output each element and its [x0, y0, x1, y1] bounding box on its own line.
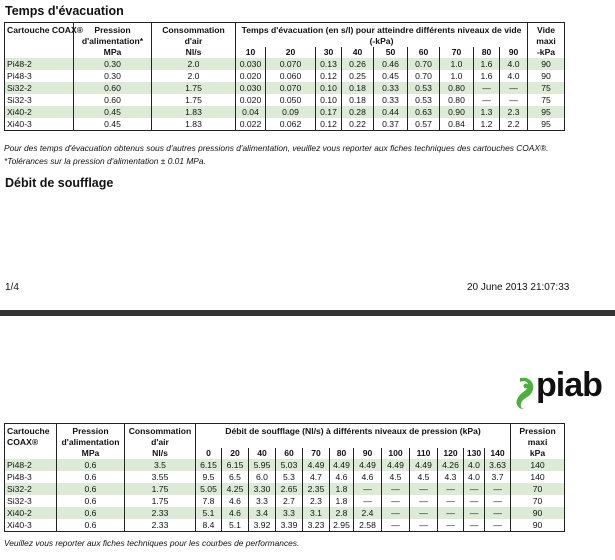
- cell-value: 0.18: [342, 94, 374, 106]
- cell-value: 2.7: [276, 495, 303, 507]
- cell-value: 4.6: [222, 495, 249, 507]
- cell-value: 1.8: [330, 483, 354, 495]
- cell-value: 4.0: [500, 58, 528, 70]
- cell-model: Si32-2: [5, 82, 74, 94]
- cell-value: 0.13: [316, 58, 342, 70]
- cell-value: 75: [528, 82, 565, 94]
- level-header: 80: [474, 47, 500, 58]
- header-cartouche: Cartouche COAX®: [7, 25, 84, 35]
- cell-value: 0.45: [374, 70, 408, 82]
- cell-value: 0.062: [266, 118, 316, 131]
- table-row: [5, 82, 565, 94]
- cell-value: —: [382, 519, 410, 532]
- cell-value: 0.6: [57, 471, 125, 483]
- level-header: 70: [440, 47, 474, 58]
- cell-value: 1.8: [330, 495, 354, 507]
- cell-value: 3.23: [303, 519, 330, 532]
- cell-value: —: [354, 495, 382, 507]
- cell-value: 4.6: [330, 471, 354, 483]
- level-header: 50: [374, 47, 408, 58]
- cell-value: 3.39: [276, 519, 303, 532]
- cell-value: 0.44: [374, 106, 408, 118]
- cell-value: 2.4: [354, 507, 382, 519]
- cell-value: 4.49: [330, 459, 354, 471]
- unit-max: kPa: [511, 448, 565, 459]
- cell-value: 0.09: [266, 106, 316, 118]
- cell-value: 1.83: [152, 118, 236, 131]
- cell-value: —: [500, 94, 528, 106]
- cell-value: 0.18: [342, 82, 374, 94]
- cell-value: 2.35: [303, 483, 330, 495]
- cell-model: Si32-2: [5, 483, 57, 495]
- header-pression: Pression d'alimentation*: [74, 23, 152, 48]
- unit-conso: Nl/s: [152, 47, 236, 58]
- level-header: 60: [276, 448, 303, 459]
- cell-value: 0.6: [57, 459, 125, 471]
- cell-value: 0.30: [74, 58, 152, 70]
- level-header: 90: [500, 47, 528, 58]
- cell-value: 0.53: [408, 94, 440, 106]
- cell-value: 3.63: [485, 459, 511, 471]
- header-max: Pression maxi: [511, 424, 565, 449]
- cell-value: 4.7: [303, 471, 330, 483]
- cell-value: 75: [528, 94, 565, 106]
- table-row: [5, 58, 565, 70]
- unit-conso: Nl/s: [125, 448, 196, 459]
- cell-value: 2.2: [500, 118, 528, 131]
- level-header: 100: [382, 448, 410, 459]
- cell-model: Pi48-3: [7, 472, 32, 482]
- cell-value: 2.65: [276, 483, 303, 495]
- level-header: 110: [410, 448, 438, 459]
- cell-value: 2.3: [500, 106, 528, 118]
- cell-value: 0.57: [408, 118, 440, 131]
- cell-value: —: [438, 495, 464, 507]
- cell-value: —: [464, 495, 485, 507]
- table-row: [5, 70, 565, 82]
- table-row: [5, 94, 565, 106]
- cell-value: 2.8: [330, 507, 354, 519]
- cell-value: 0.28: [342, 106, 374, 118]
- level-header: 40: [342, 47, 374, 58]
- cell-value: 2.95: [330, 519, 354, 532]
- cell-value: 0.04: [236, 106, 266, 118]
- cell-value: 0.050: [266, 94, 316, 106]
- evacuation-note: Pour des temps d'évacuation obtenus sous d'autres pressions d'alimentation, veuillez vous reporter aux fiches techniques des cartouches COAX®. *Tolérances sur la pression d'alimentation ± 0.01 MPa.: [4, 143, 549, 166]
- cell-value: 3.5: [125, 459, 196, 471]
- unit-max: -kPa: [528, 47, 565, 58]
- table-row: [5, 519, 565, 532]
- cell-value: —: [485, 519, 511, 532]
- cell-value: 70: [511, 495, 565, 507]
- cell-value: 140: [511, 471, 565, 483]
- cell-value: —: [354, 483, 382, 495]
- cell-value: 0.22: [342, 118, 374, 131]
- cell-value: 0.63: [408, 106, 440, 118]
- cell-value: —: [410, 507, 438, 519]
- cell-model: Si32-3: [7, 496, 32, 506]
- cell-value: 2.3: [303, 495, 330, 507]
- page-number: 1/4: [5, 282, 19, 293]
- cell-model: Pi48-3: [7, 71, 32, 81]
- cell-value: 0.070: [266, 82, 316, 94]
- cell-value: 90: [511, 519, 565, 532]
- table-row: [5, 459, 565, 471]
- cell-value: 5.03: [276, 459, 303, 471]
- level-header: 60: [408, 47, 440, 58]
- cell-value: 0.30: [74, 70, 152, 82]
- cell-model: Pi48-2: [5, 459, 57, 471]
- cell-value: 3.3: [276, 507, 303, 519]
- cell-value: 5.1: [196, 507, 222, 519]
- cell-value: 1.83: [152, 106, 236, 118]
- cell-value: 5.95: [249, 459, 276, 471]
- cell-value: 4.0: [500, 70, 528, 82]
- unit-pression: MPa: [74, 47, 152, 58]
- cell-value: 0.030: [236, 82, 266, 94]
- cell-value: 90: [528, 70, 565, 82]
- level-header: 40: [249, 448, 276, 459]
- cell-value: 1.0: [440, 70, 474, 82]
- cell-value: 0.26: [342, 58, 374, 70]
- cell-value: 0.53: [408, 82, 440, 94]
- cell-value: —: [410, 495, 438, 507]
- cell-value: 0.84: [440, 118, 474, 131]
- cell-value: 0.46: [374, 58, 408, 70]
- cell-value: —: [382, 495, 410, 507]
- level-header: 20: [222, 448, 249, 459]
- cell-value: 2.33: [125, 507, 196, 519]
- cell-value: —: [464, 483, 485, 495]
- cell-value: 1.75: [152, 94, 236, 106]
- cell-value: 0.022: [236, 118, 266, 131]
- cell-value: 7.8: [196, 495, 222, 507]
- cell-value: 0.70: [408, 58, 440, 70]
- table-row: [5, 483, 565, 495]
- cell-value: 4.49: [382, 459, 410, 471]
- cell-value: 1.6: [474, 58, 500, 70]
- cell-value: 1.0: [440, 58, 474, 70]
- cell-value: 4.6: [222, 507, 249, 519]
- cell-value: 90: [511, 507, 565, 519]
- cell-value: —: [382, 483, 410, 495]
- table-row: [5, 118, 565, 131]
- cell-model: Pi48-2: [5, 58, 74, 70]
- cell-model: Xi40-2: [5, 106, 74, 118]
- cell-value: 2.0: [152, 70, 236, 82]
- header-group: Débit de soufflage (Nl/s) à différents niveaux de pression (kPa): [196, 424, 511, 449]
- cell-value: —: [474, 94, 500, 106]
- cell-value: 0.33: [374, 94, 408, 106]
- cell-value: —: [438, 483, 464, 495]
- cell-value: 3.92: [249, 519, 276, 532]
- print-date: 20 June 2013 21:07:33: [467, 282, 570, 293]
- cell-value: 6.15: [222, 459, 249, 471]
- piab-logo: [514, 366, 609, 410]
- section-title-soufflage: Débit de soufflage: [5, 176, 114, 190]
- cell-value: 2.58: [354, 519, 382, 532]
- cell-value: 3.55: [125, 471, 196, 483]
- cell-value: 5.3: [276, 471, 303, 483]
- cell-model: Xi40-2: [5, 507, 57, 519]
- cell-value: 0.45: [74, 106, 152, 118]
- cell-value: 4.6: [354, 471, 382, 483]
- cell-value: 140: [511, 459, 565, 471]
- cell-value: —: [382, 507, 410, 519]
- level-header: 10: [236, 47, 266, 58]
- cell-value: 0.12: [316, 118, 342, 131]
- cell-value: 95: [528, 106, 565, 118]
- cell-value: 0.33: [374, 82, 408, 94]
- cell-value: —: [485, 483, 511, 495]
- cell-value: 0.70: [408, 70, 440, 82]
- cell-value: 0.37: [374, 118, 408, 131]
- header-pression: Pression d'alimentation: [57, 424, 125, 449]
- cell-value: 0.070: [266, 58, 316, 70]
- cell-model: Si32-3: [7, 95, 32, 105]
- cell-value: 3.30: [249, 483, 276, 495]
- table-row: [5, 495, 565, 507]
- cell-value: 0.90: [440, 106, 474, 118]
- cell-value: 9.5: [196, 471, 222, 483]
- cell-value: 1.2: [474, 118, 500, 131]
- cell-value: 5.05: [196, 483, 222, 495]
- cell-value: 0.10: [316, 82, 342, 94]
- header-conso: Consommation d'air: [125, 424, 196, 449]
- blow-flow-table: [4, 423, 565, 532]
- cell-value: 3.1: [303, 507, 330, 519]
- piab-wordmark: piab: [536, 366, 602, 404]
- cell-value: 4.26: [438, 459, 464, 471]
- cell-value: 0.020: [236, 70, 266, 82]
- level-header: 140: [485, 448, 511, 459]
- cell-value: 1.3: [474, 106, 500, 118]
- cell-value: 95: [528, 118, 565, 131]
- header-max: Vide maxi: [528, 23, 565, 48]
- cell-value: 0.60: [74, 94, 152, 106]
- level-header: 120: [438, 448, 464, 459]
- header-conso: Consommation d'air: [152, 23, 236, 48]
- table-row: [5, 471, 565, 483]
- cell-value: 1.75: [125, 483, 196, 495]
- header-cartouche: Cartouche COAX®: [7, 426, 50, 447]
- cell-value: 3.7: [485, 471, 511, 483]
- level-header: 30: [316, 47, 342, 58]
- table-row: [5, 507, 565, 519]
- cell-value: 0.12: [316, 70, 342, 82]
- cell-value: 6.15: [196, 459, 222, 471]
- cell-value: 70: [511, 483, 565, 495]
- cell-value: —: [485, 507, 511, 519]
- cell-value: 1.6: [474, 70, 500, 82]
- unit-pression: MPa: [57, 448, 125, 459]
- cell-value: 5.1: [222, 519, 249, 532]
- cell-value: 0.6: [57, 507, 125, 519]
- cell-value: 4.49: [354, 459, 382, 471]
- cell-value: 0.80: [440, 82, 474, 94]
- cell-value: 0.25: [342, 70, 374, 82]
- cell-value: 3.4: [249, 507, 276, 519]
- cell-value: —: [438, 507, 464, 519]
- cell-value: 3.3: [249, 495, 276, 507]
- cell-value: 0.80: [440, 94, 474, 106]
- level-header: 130: [464, 448, 485, 459]
- cell-value: 0.17: [316, 106, 342, 118]
- cell-value: 0.6: [57, 519, 125, 532]
- cell-value: 0.020: [236, 94, 266, 106]
- cell-value: 4.49: [410, 459, 438, 471]
- level-header: 70: [303, 448, 330, 459]
- cell-value: —: [500, 82, 528, 94]
- cell-value: 1.75: [152, 82, 236, 94]
- cell-value: 6.5: [222, 471, 249, 483]
- piab-swirl-icon: [514, 374, 538, 410]
- cell-value: 2.0: [152, 58, 236, 70]
- cell-value: —: [410, 483, 438, 495]
- cell-value: 2.33: [125, 519, 196, 532]
- cell-value: —: [464, 519, 485, 532]
- cell-value: 8.4: [196, 519, 222, 532]
- cell-value: 0.060: [266, 70, 316, 82]
- cell-value: 4.0: [464, 471, 485, 483]
- cell-value: 4.3: [438, 471, 464, 483]
- cell-value: —: [485, 495, 511, 507]
- cell-model: Xi40-3: [7, 520, 32, 530]
- evacuation-time-table: [4, 22, 565, 131]
- cell-value: 1.75: [125, 495, 196, 507]
- level-header: 0: [196, 448, 222, 459]
- cell-value: —: [410, 519, 438, 532]
- cell-value: 0.030: [236, 58, 266, 70]
- cell-value: 4.5: [382, 471, 410, 483]
- cell-model: Xi40-3: [7, 119, 32, 129]
- cell-value: 0.60: [74, 82, 152, 94]
- cell-value: 6.0: [249, 471, 276, 483]
- table-row: [5, 106, 565, 118]
- cell-value: 0.6: [57, 483, 125, 495]
- cell-value: —: [464, 507, 485, 519]
- level-header: 80: [330, 448, 354, 459]
- cell-value: 0.10: [316, 94, 342, 106]
- cell-value: 0.45: [74, 118, 152, 131]
- cell-value: 4.0: [464, 459, 485, 471]
- blow-flow-note: Veuillez vous reporter aux fiches techniques pour les courbes de performances.: [4, 538, 300, 548]
- level-header: 90: [354, 448, 382, 459]
- cell-value: —: [438, 519, 464, 532]
- page-separator: [0, 310, 615, 316]
- cell-value: 90: [528, 58, 565, 70]
- cell-value: 4.5: [410, 471, 438, 483]
- level-header: 20: [266, 47, 316, 58]
- cell-value: 0.6: [57, 495, 125, 507]
- section-title-evacuation: Temps d'évacuation: [5, 4, 124, 18]
- cell-value: —: [474, 82, 500, 94]
- header-group: Temps d'évacuation (en s/l) pour atteindre différents niveaux de vide (-kPa): [236, 23, 528, 48]
- cell-value: 4.25: [222, 483, 249, 495]
- cell-value: 4.49: [303, 459, 330, 471]
